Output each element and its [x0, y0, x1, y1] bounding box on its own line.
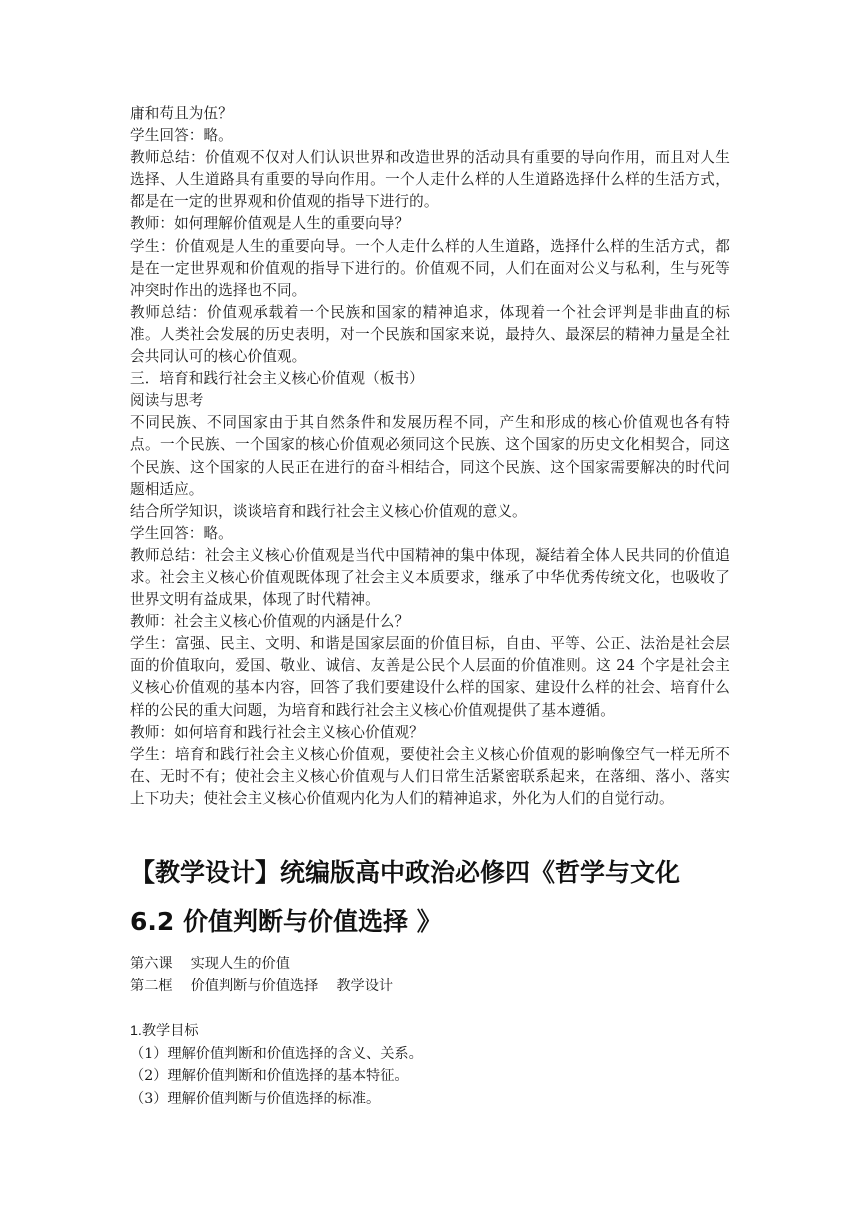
- goal-item: （1）理解价值判断和价值选择的含义、关系。: [130, 1045, 423, 1062]
- section-title: 三．培育和践行社会主义核心价值观（板书）: [130, 370, 424, 388]
- goal-item: （3）理解价值判断与价值选择的标准。: [130, 1090, 381, 1107]
- paragraph: 庸和苟且为伍？: [130, 105, 233, 122]
- goal-item: （2）理解价值判断和价值选择的基本特征。: [130, 1068, 409, 1084]
- paragraph: 教师：如何理解价值观是人生的重要向导？: [130, 215, 410, 233]
- paragraph: 教师总结：社会主义核心价值观是当代中国精神的集中体现，凝结着全体人民共同的价值追求。社会主义核心价值观既体现了社会主义本质要求，继承了中华优秀传统文化，也吸收了世界文明有益成果，体现了时代精神。: [130, 546, 730, 609]
- lesson-line: 第六课 实现人生的价值: [130, 956, 290, 972]
- paragraph: 学生回答：略。: [130, 127, 233, 145]
- paragraph: 阅读与思考: [130, 392, 204, 410]
- paragraph: 学生：培育和践行社会主义核心价值观，要使社会主义核心价值观的影响像空气一样无所不在、无时不有；使社会主义核心价值观与人们日常生活紧密联系起来，在落细、落小、落实上下功夫；使社会主义核心价值观内化为人们的精神追求，外化为人们的自觉行动。: [130, 745, 730, 807]
- paragraph: 不同民族、不同国家由于其自然条件和发展历程不同，产生和形成的核心价值观也各有特点。一个民族、一个国家的核心价值观必须同这个民族、这个国家的历史文化相契合，同这个民族、这个国家的人民正在进行的奋斗相结合，同这个民族、这个国家需要解决的时代问题相适应。: [130, 414, 730, 498]
- paragraph: 教师总结：价值观不仅对人们认识世界和改造世界的活动具有重要的导向作用，而且对人生选择、人生道路具有重要的导向作用。一个人走什么样的人生道路选择什么样的生活方式，都是在一定的世界观和价值观的指导下进行的。: [130, 149, 730, 211]
- section-line: 第二框 价值判断与价值选择 教学设计: [130, 977, 394, 994]
- paragraph: 教师：社会主义核心价值观的内涵是什么？: [130, 613, 410, 631]
- paragraph: 教师：如何培育和践行社会主义核心价值观？: [130, 723, 424, 741]
- lesson-info: [130, 954, 730, 997]
- lesson-body-text: [130, 103, 730, 810]
- document-heading: 【教学设计】统编版高中政治必修四《哲学与文化 6.2 价值判断与价值选择 》: [130, 858, 681, 936]
- goals-title: 1.教学目标: [130, 1023, 199, 1039]
- paragraph: 教师总结：价值观承载着一个民族和国家的精神追求，体现着一个社会评判是非曲直的标准。人类社会发展的历史表明，对一个民族和国家来说，最持久、最深层的精神力量是全社会共同认可的核心价值观。: [130, 303, 730, 366]
- teaching-goals: [130, 1020, 730, 1110]
- paragraph: 学生：价值观是人生的重要向导。一个人走什么样的人生道路，选择什么样的生活方式，都是在一定世界观和价值观的指导下进行的。价值观不同，人们在面对公义与私利，生与死等冲突时作出的选择也不同。: [130, 237, 730, 299]
- paragraph: 结合所学知识，谈谈培育和践行社会主义核心价值观的意义。: [130, 502, 527, 520]
- paragraph: 学生：富强、民主、文明、和谐是国家层面的价值目标，自由、平等、公正、法治是社会层面的价值取向，爱国、敬业、诚信、友善是公民个人层面的价值准则。这 24 个字是社会主义核心价值观的基本内容，回答了我们要建设什么样的国家、建设什么样的社会、培育什么样的公民的重大问题，为培育和践行社会主义核心价值观提供了基本遵循。: [130, 635, 730, 719]
- paragraph: 学生回答：略。: [130, 524, 233, 542]
